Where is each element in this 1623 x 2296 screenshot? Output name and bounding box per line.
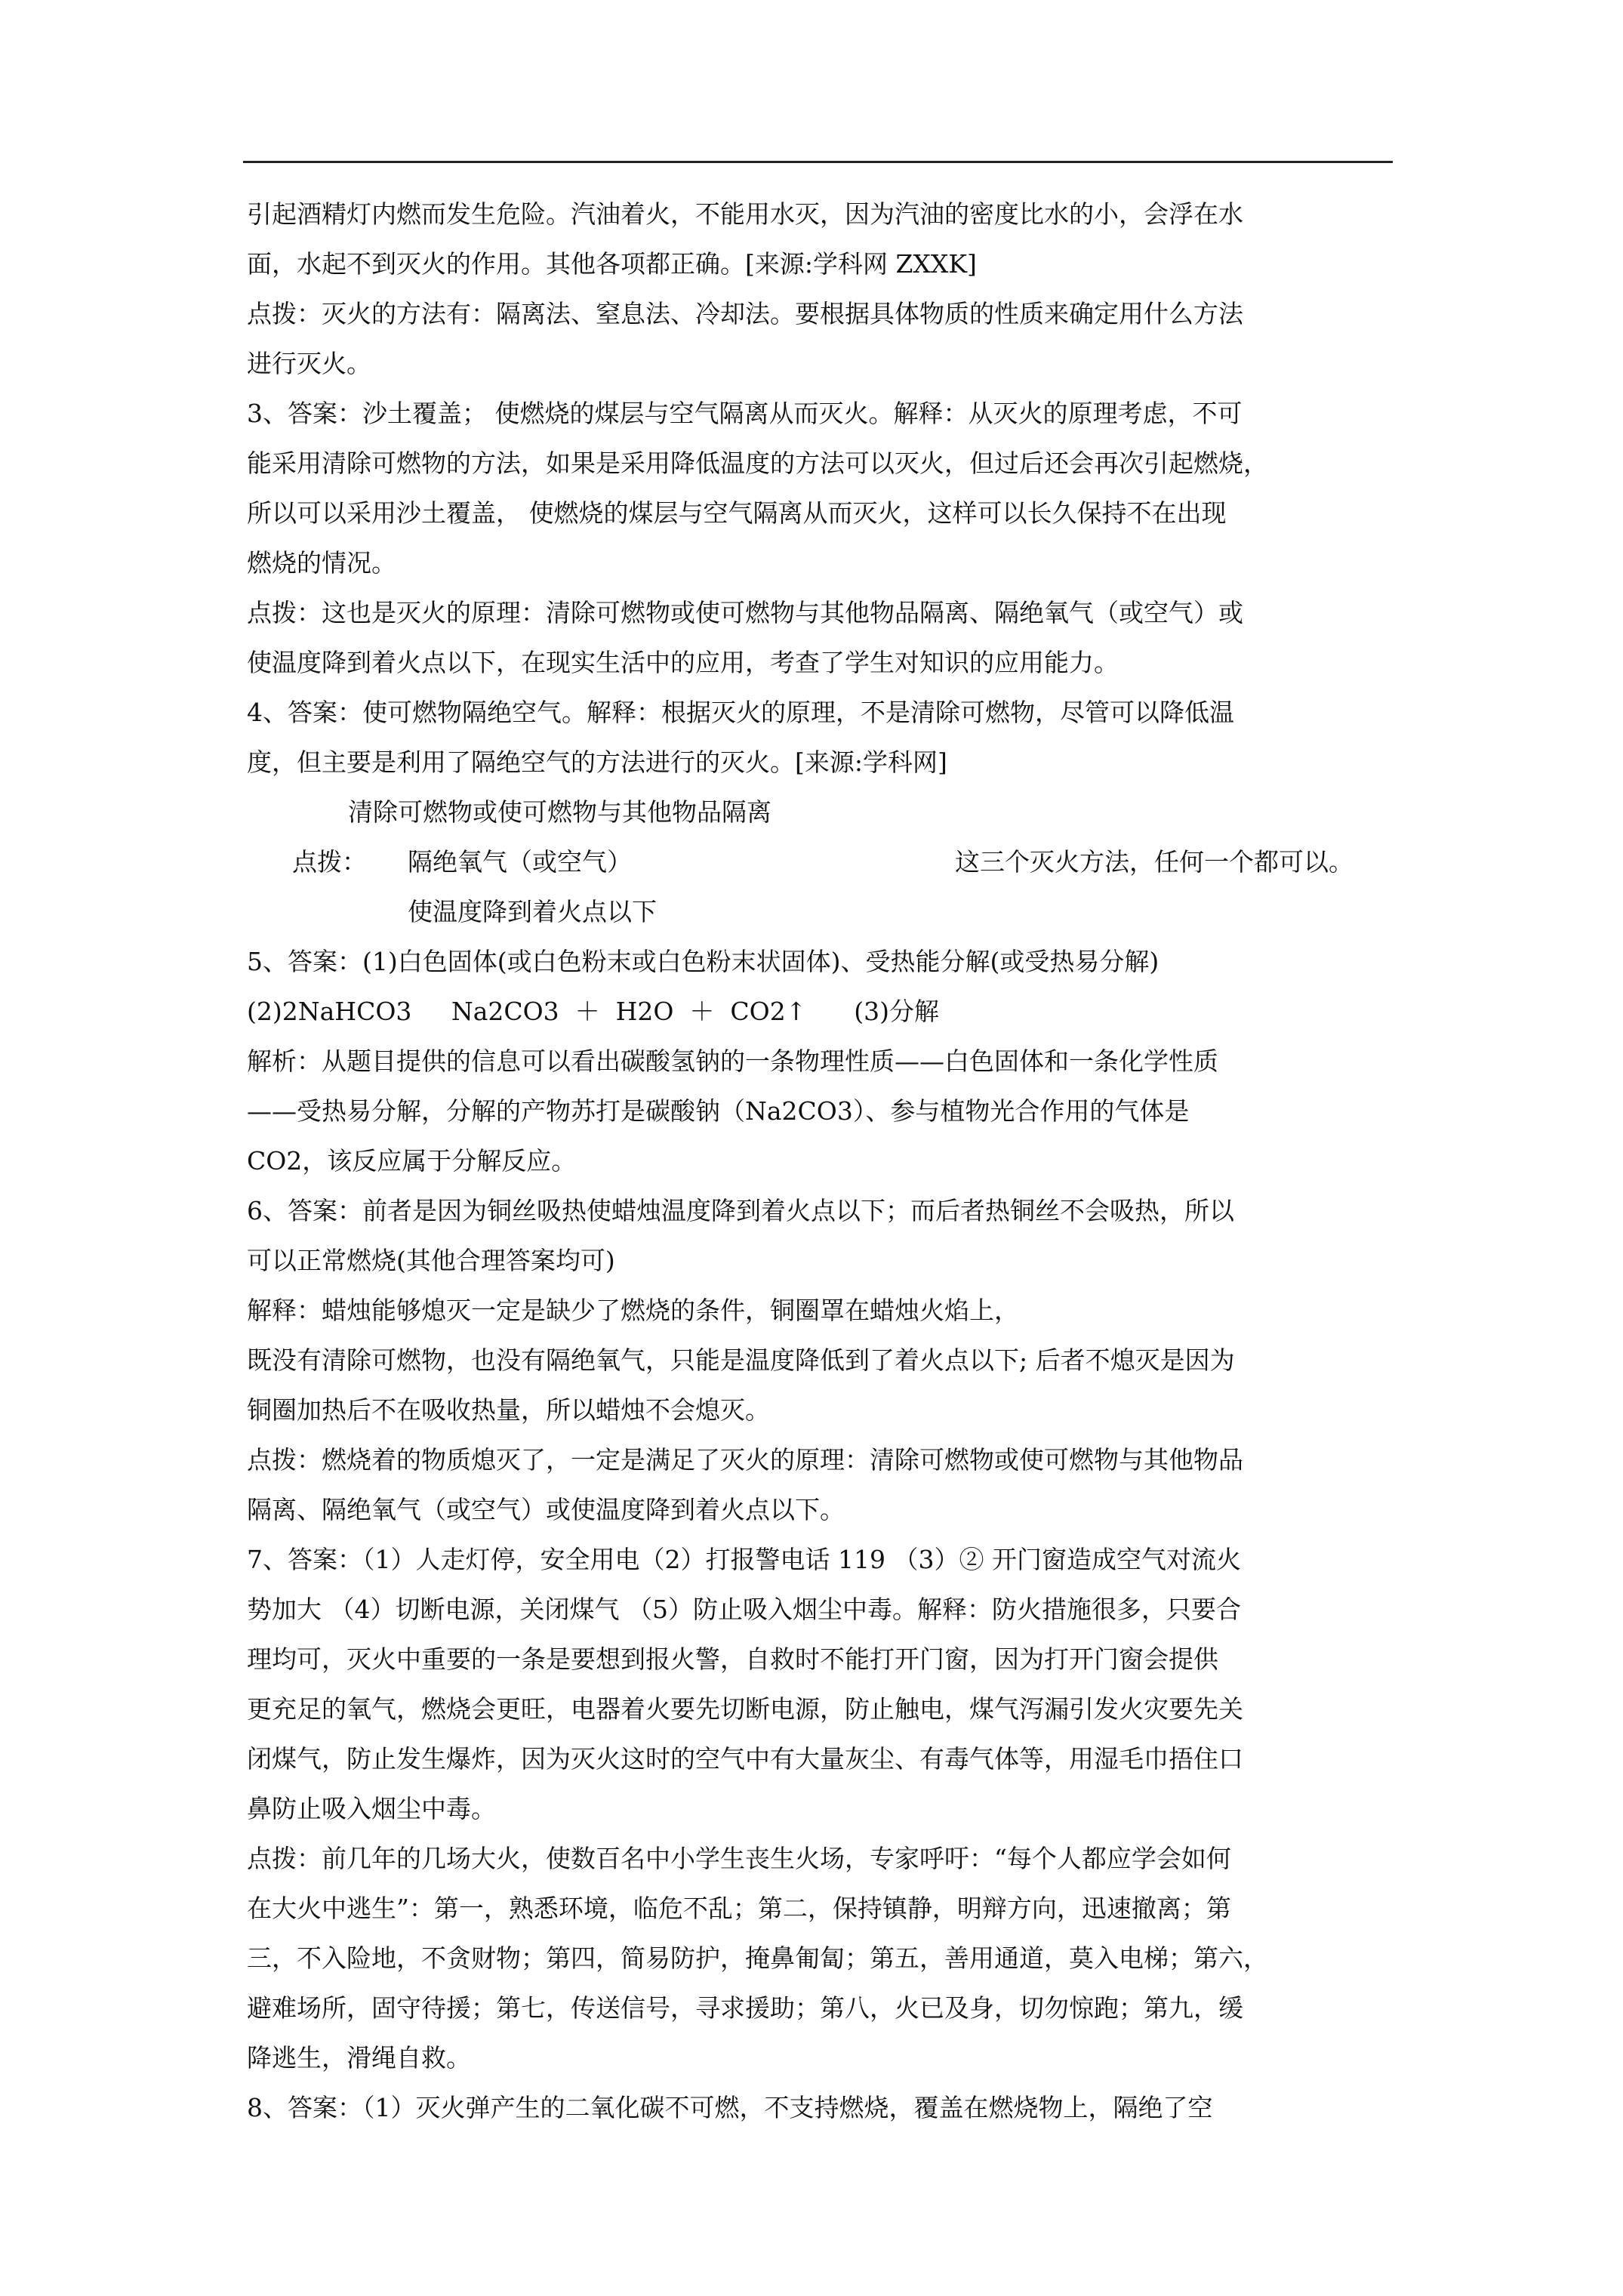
text-line: 燃烧的情况。 xyxy=(247,548,396,578)
bracket-item-2: 隔绝氧气（或空气） xyxy=(408,847,632,877)
text-line: 势加大 （4）切断电源，关闭煤气 （5）防止吸入烟尘中毒。解释：防火措施很多，只要合 xyxy=(247,1595,1241,1624)
text-line: 避难场所，固守待援；第七，传送信号，寻求援助；第八，火已及身，切勿惊跑；第九，缓 xyxy=(247,1993,1243,2023)
text-line: 7、答案：（1）人走灯停，安全用电（2）打报警电话 119 （3）② 开门窗造成空气对流火 xyxy=(247,1545,1241,1574)
bracket-item-3: 使温度降到着火点以下 xyxy=(408,897,657,926)
text-line: 所以可以采用沙土覆盖， 使燃烧的煤层与空气隔离从而灭火，这样可以长久保持不在出现 xyxy=(247,498,1227,528)
text-line: 闭煤气，防止发生爆炸，因为灭火这时的空气中有大量灰尘、有毒气体等，用湿毛巾捂住口 xyxy=(247,1744,1243,1774)
text-line: 点拨：灭火的方法有：隔离法、窒息法、冷却法。要根据具体物质的性质来确定用什么方法 xyxy=(247,299,1243,328)
text-line: CO2，该反应属于分解反应。 xyxy=(247,1146,577,1176)
text-line: 点拨：燃烧着的物质熄灭了，一定是满足了灭火的原理：清除可燃物或使可燃物与其他物品 xyxy=(247,1445,1243,1475)
text-line: 理均可，灭火中重要的一条是要想到报火警，自救时不能打开门窗，因为打开门窗会提供 xyxy=(247,1644,1218,1674)
bracket-row-1 xyxy=(247,796,1424,846)
text-line: 6、答案：前者是因为铜丝吸热使蜡烛温度降到着火点以下；而后者热铜丝不会吸热，所以 xyxy=(247,1196,1234,1225)
text-line: ——受热易分解，分解的产物苏打是碳酸钠（Na2CO3）、参与植物光合作用的气体是 xyxy=(247,1096,1190,1126)
text-line: 鼻防止吸入烟尘中毒。 xyxy=(247,1794,496,1823)
bracket-row-3 xyxy=(247,895,1424,945)
text-line: 既没有清除可燃物，也没有隔绝氧气，只能是温度降低到了着火点以下; 后者不熄灭是因为 xyxy=(247,1345,1235,1375)
text-line: 面，水起不到灭火的作用。其他各项都正确。[来源:学科网 ZXXK] xyxy=(247,249,977,279)
header-rule xyxy=(243,161,1393,163)
bracket-label: 点拨： xyxy=(292,847,367,877)
bracket-item-1: 清除可燃物或使可燃物与其他物品隔离 xyxy=(348,797,771,827)
text-line: 可以正常燃烧(其他合理答案均可) xyxy=(247,1246,615,1275)
text-line: 进行灭火。 xyxy=(247,349,371,378)
document-body xyxy=(247,198,1424,2141)
text-line: 3、答案：沙土覆盖； 使燃烧的煤层与空气隔离从而灭火。解释：从灭火的原理考虑，不可 xyxy=(247,399,1243,428)
text-line: 能采用清除可燃物的方法，如果是采用降低温度的方法可以灭火，但过后还会再次引起燃烧， xyxy=(247,448,1268,478)
text-line: 更充足的氧气，燃烧会更旺，电器着火要先切断电源，防止触电，煤气泻漏引发火灾要先关 xyxy=(247,1694,1243,1724)
text-line: 8、答案：（1）灭火弹产生的二氧化碳不可燃，不支持燃烧，覆盖在燃烧物上，隔绝了空 xyxy=(247,2093,1213,2122)
text-line: 4、答案：使可燃物隔绝空气。解释：根据灭火的原理，不是清除可燃物，尽管可以降低温 xyxy=(247,698,1234,727)
text-line: 引起酒精灯内燃而发生危险。汽油着火，不能用水灭，因为汽油的密度比水的小，会浮在水 xyxy=(247,199,1243,229)
chemical-equation: (2)2NaHCO3 Na2CO3 ＋ H2O ＋ CO2↑ (3)分解 xyxy=(247,997,940,1026)
text-line: 三，不入险地，不贪财物；第四，简易防护，掩鼻匍匐；第五，善用通道，莫入电梯；第六， xyxy=(247,1943,1268,1973)
text-line: 解析：从题目提供的信息可以看出碳酸氢钠的一条物理性质——白色固体和一条化学性质 xyxy=(247,1046,1218,1076)
text-line: 铜圈加热后不在吸收热量，所以蜡烛不会熄灭。 xyxy=(247,1395,770,1425)
text-line: 度，但主要是利用了隔绝空气的方法进行的灭火。[来源:学科网] xyxy=(247,747,947,777)
text-line: 使温度降到着火点以下，在现实生活中的应用，考查了学生对知识的应用能力。 xyxy=(247,648,1119,677)
bracket-row-2 xyxy=(247,846,1424,895)
text-line: 降逃生，滑绳自救。 xyxy=(247,2043,471,2073)
bracket-conclusion: 这三个灭火方法，任何一个都可以。 xyxy=(955,847,1354,877)
text-line: 隔离、隔绝氧气（或空气）或使温度降到着火点以下。 xyxy=(247,1495,845,1524)
text-line: 点拨：这也是灭火的原理：清除可燃物或使可燃物与其他物品隔离、隔绝氧气（或空气）或 xyxy=(247,598,1243,627)
text-line: 5、答案：(1)白色固体(或白色粉末或白色粉末状固体)、受热能分解(或受热易分解) xyxy=(247,947,1160,976)
text-line: 解释：蜡烛能够熄灭一定是缺少了燃烧的条件，铜圈罩在蜡烛火焰上， xyxy=(247,1296,1019,1325)
text-line: 在大火中逃生”：第一，熟悉环境，临危不乱；第二，保持镇静，明辩方向，迅速撤离；第 xyxy=(247,1894,1231,1923)
text-line: 点拨：前几年的几场大火，使数百名中小学生丧生火场，专家呼吁：“每个人都应学会如何 xyxy=(247,1844,1231,1873)
